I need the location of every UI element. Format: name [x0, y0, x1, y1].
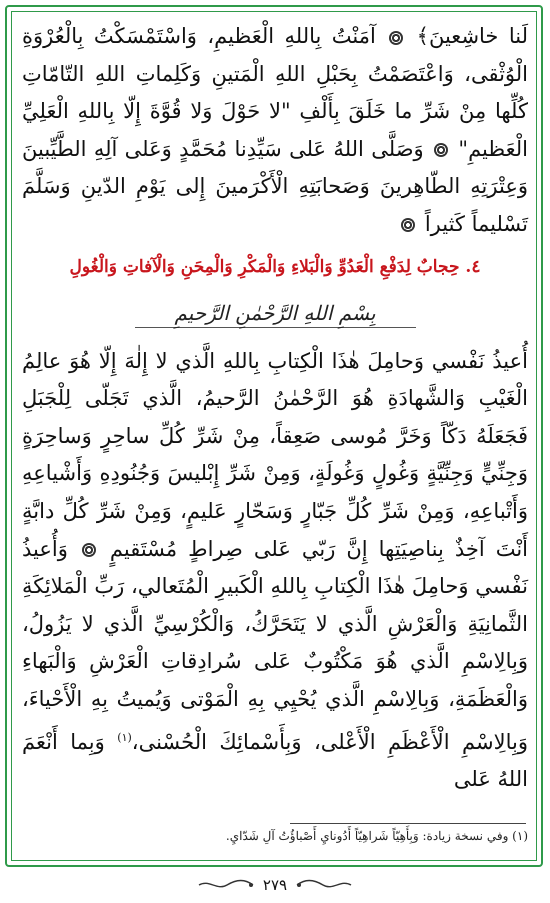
- flower-divider-icon: [82, 543, 96, 557]
- page-footer: [0, 872, 550, 898]
- footnote-marker[interactable]: (١): [117, 730, 132, 744]
- page-content: [22, 18, 528, 799]
- main-text-3: وَبِما أَنْعَمَ اللهُ عَلى: [22, 729, 528, 792]
- top-paragraph: [22, 18, 528, 244]
- main-text-1: أُعيذُ نَفْسي وَحامِلَ هٰذَا الْكِتابِ بِاللهِ الَّذي لا إِلٰهَ إِلّا هُوَ عالِمُ الْغَيْبِ وَالشَّهادَةِ هُوَ الرَّحْمٰنُ الرَّحيمُ، الَّذي تَجَلّى لِلْجَبَلِ فَجَعَلَهُ دَكّاً وَخَرَّ مُوسى صَعِقاً، مِنْ شَرِّ كُلِّ ساحِرٍ وَساحِرَةٍ وَجِنِّيٍّ وَجِنِّيَّةٍ وَغُولٍ وَغُولَةٍ، وَمِنْ شَرِّ إِبْليسَ وَجُنُودِهِ وَأَشْياعِهِ وَأَتْباعِهِ، وَمِنْ شَرِّ كُلِّ جَبّارٍ وَسَحّارٍ عَليمٍ، وَمِنْ شَرِّ كُلِّ دابَّةٍ أَنْتَ آخِذٌ بِناصِيَتِها إِنَّ رَبّي عَلى صِراطٍ مُسْتَقيمٍ: [22, 348, 528, 561]
- flower-end-icon: [401, 218, 415, 232]
- page-number: ٢٧٩: [262, 876, 288, 894]
- footnote: (١) وفي نسخة زيادة: وَبِأَهِيّاً شَراهِيّاً أَدُونايِ أَصْباؤُتُ آلِ شَدّايِ.: [225, 829, 528, 843]
- section-heading: ٤. حِجابٌ لِدَفْعِ الْعَدُوِّ وَالْبَلاءِ وَالْمَكْرِ وَالْمِحَنِ وَالْآفاتِ وَالْغُولِ: [69, 256, 481, 277]
- top-text-3: وَصَلَّى اللهُ عَلى سَيِّدِنا مُحَمَّدٍ وَعَلى آلِهِ الطَّيِّبينَ وَعِتْرَتِهِ الطّاهِرينَ وَصَحابَتِهِ الْأَكْرَمينَ إِلى يَوْمِ الدّينِ وَسَلَّمَ تَسْليماً كَثيراً: [22, 136, 528, 236]
- footer-ornament-right-icon: [295, 879, 353, 891]
- bismillah-text: بِسْمِ اللهِ الرَّحْمٰنِ الرَّحيمِ: [135, 301, 416, 328]
- bismillah-calligraphy: [22, 287, 528, 343]
- top-text-2: آمَنْتُ بِاللهِ الْعَظيمِ، وَاسْتَمْسَكْتُ بِالْعُرْوَةِ الْوُثْقى، وَاعْتَصَمْتُ بِحَبْلِ اللهِ الْمَتينِ وَكَلِماتِ اللهِ التّامّاتِ كُلِّها مِنْ شَرِّ ما خَلَقَ بِأَلْفِ "لا حَوْلَ وَلا قُوَّةَ إِلّا بِاللهِ الْعَلِيِّ الْعَظيمِ": [22, 24, 528, 161]
- main-paragraph: [22, 343, 528, 799]
- flower-divider-icon: [389, 31, 403, 45]
- flower-divider-icon: [434, 143, 448, 157]
- top-text-1: لَنا خاشِعينَ﴾: [406, 24, 528, 48]
- footer-ornament-left-icon: [197, 879, 255, 891]
- main-text-2: وَأُعيذُ نَفْسي وَحامِلَ هٰذَا الْكِتابِ بِاللهِ الْكَبيرِ الْمُتَعالي، رَبِّ الْمَلائِكَةِ الثَّمانِيَةِ وَالْعَرْشِ الَّذي لا يَتَحَرَّكُ، وَالْكُرْسِيِّ الَّذي لا يَزُولُ، وَبِالِاسْمِ الَّذي هُوَ مَكْتُوبٌ عَلى سُرادِقاتِ الْعَرْشِ وَالْبَهاءِ وَالْعَظَمَةِ، وَبِالِاسْمِ الَّذي يُحْيِي بِهِ الْمَوْتى وَيُميتُ بِهِ الْأَحْياءَ، وَبِالِاسْمِ الْأَعْظَمِ الْأَعْلى، وَبِأَسْمائِكَ الْحُسْنى،: [22, 536, 528, 754]
- footnote-divider: [290, 823, 526, 824]
